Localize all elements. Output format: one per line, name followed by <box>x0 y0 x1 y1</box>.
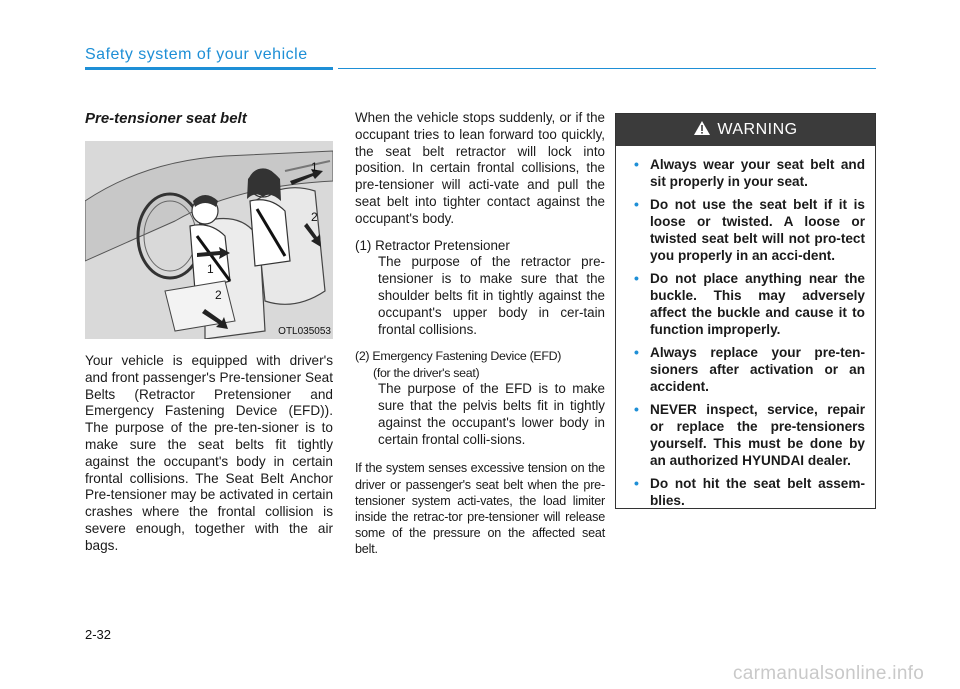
retractor-heading: (1) Retractor Pretensioner <box>355 237 510 253</box>
bullet-icon: • <box>634 196 639 212</box>
watermark: carmanualsonline.info <box>733 663 925 684</box>
figure-code: OTL035053 <box>278 326 331 337</box>
bullet-icon: • <box>634 344 639 360</box>
middle-column <box>355 110 605 558</box>
retractor-body: The purpose of the retractor pre-tensioner is to make sure that the shoulder belts fit in tightly against the occupant's upper body in cer-tain frontal collisions. <box>378 254 605 337</box>
efd-body: The purpose of the EFD is to make sure that the pelvis belts fit in tightly against the occupant's lower body in certain frontal colli-sions. <box>378 381 605 447</box>
figure-label-1b: 1 <box>207 262 214 276</box>
efd-heading: (2) Emergency Fastening Device (EFD) <box>355 349 562 364</box>
warning-item: • Do not hit the seat belt assem-blies. <box>634 475 865 508</box>
warning-header <box>616 114 875 146</box>
bullet-icon: • <box>634 401 639 417</box>
warning-item: • Always replace your pre-ten-sioners after activation or an accident. <box>634 344 865 394</box>
bullet-icon: • <box>634 270 639 286</box>
warning-list <box>616 146 875 509</box>
page-number: 2-32 <box>85 627 112 642</box>
header-accent-bar <box>85 67 333 70</box>
warning-item: • Do not use the seat belt if it is loose or twisted. A loose or twisted seat belt will not pro-tect you properly in an acci-dent. <box>634 196 865 263</box>
car-interior-icon <box>85 141 333 339</box>
warning-item: • Always wear your seat belt and sit properly in your seat. <box>634 156 865 189</box>
bullet-icon: • <box>634 475 639 491</box>
efd-subheading: (for the driver's seat) <box>373 366 480 381</box>
header-title: Safety system of your vehicle <box>85 46 308 63</box>
figure-label-2b: 2 <box>215 288 222 302</box>
figure-label-2a: 2 <box>311 210 318 224</box>
warning-title: WARNING <box>717 121 798 138</box>
lock-paragraph: When the vehicle stops suddenly, or if the occupant tries to lean forward too quickly, the seat belt retractor will lock into position. In certain frontal collisions, the pre-tensioner will acti-vate and pull the seat belt into tighter contact against the occupant's body. <box>355 110 605 226</box>
warning-box <box>615 113 876 509</box>
left-column <box>85 110 333 555</box>
warning-item: • Do not place anything near the buckle. This may adversely affect the buckle and cause it to function improperly. <box>634 270 865 337</box>
header-rule <box>338 68 876 69</box>
section-title: Pre-tensioner seat belt <box>85 110 247 127</box>
bullet-icon: • <box>634 156 639 172</box>
warning-item: • NEVER inspect, service, repair or replace the pre-tensioners yourself. This must be done by an authorized HYUNDAI dealer. <box>634 401 865 468</box>
seat-belt-illustration <box>85 141 333 339</box>
intro-paragraph: Your vehicle is equipped with driver's and front passenger's Pre-tensioner Seat Belts (Retractor Pretensioner and Emergency Fastening Device (EFD)). The purpose of the pre-ten-sioner is to make sure the seat belts fit tightly against the occupant's body in certain frontal collisions. The Seat Belt Anchor Pre-tensioner may be activated in certain crashes where the frontal collision is severe enough, together with the air bags. <box>85 353 333 553</box>
load-limiter-note: If the system senses excessive tension on the driver or passenger's seat belt when the pre-tensioner system acti-vates, the load limiter inside the retrac-tor pre-tensioner will release some of the pressure on the affected seat belt. <box>355 461 605 557</box>
warning-triangle-icon <box>693 120 711 141</box>
figure-label-1a: 1 <box>311 160 318 174</box>
